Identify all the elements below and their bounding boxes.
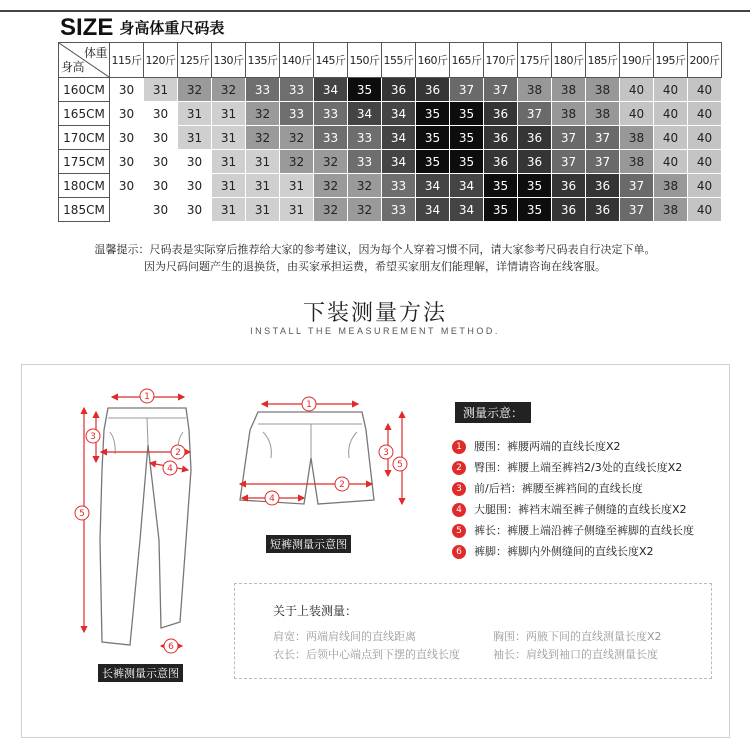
weight-header: 130斤 <box>212 43 246 78</box>
svg-text:1: 1 <box>306 400 312 410</box>
size-cell: 31 <box>246 150 280 174</box>
size-cell: 37 <box>518 102 552 126</box>
size-cell: 40 <box>688 174 722 198</box>
size-cell: 36 <box>552 174 586 198</box>
size-cell: 31 <box>212 150 246 174</box>
legend-number-badge: 6 <box>452 545 466 559</box>
long-pants-caption: 长裤测量示意图 <box>98 664 183 682</box>
size-cell: 40 <box>654 78 688 102</box>
size-cell: 37 <box>450 78 484 102</box>
weight-header: 200斤 <box>688 43 722 78</box>
size-cell: 40 <box>620 78 654 102</box>
size-cell: 36 <box>518 150 552 174</box>
legend-item <box>452 499 694 520</box>
size-cell: 31 <box>212 198 246 222</box>
size-cell: 31 <box>178 102 212 126</box>
size-cell: 37 <box>620 198 654 222</box>
weight-header: 115斤 <box>110 43 144 78</box>
size-cell: 37 <box>484 78 518 102</box>
size-cell: 32 <box>348 198 382 222</box>
shorts-caption: 短裤测量示意图 <box>266 535 351 553</box>
size-cell: 30 <box>144 198 178 222</box>
weight-header: 160斤 <box>416 43 450 78</box>
size-cell: 34 <box>382 102 416 126</box>
size-cell: 35 <box>450 102 484 126</box>
size-cell: 35 <box>450 150 484 174</box>
size-cell: 32 <box>348 174 382 198</box>
size-cell: 30 <box>110 150 144 174</box>
size-cell: 33 <box>314 126 348 150</box>
size-title-sub: 身高体重尺码表 <box>119 19 225 37</box>
size-cell: 36 <box>484 126 518 150</box>
svg-text:2: 2 <box>339 480 345 490</box>
measurement-subtitle: INSTALL THE MEASUREMENT METHOD. <box>250 326 500 336</box>
size-cell: 40 <box>688 150 722 174</box>
measurement-legend <box>452 436 694 562</box>
legend-text: 腰围：裤腰两端的直线长度X2 <box>474 440 621 453</box>
weight-header: 150斤 <box>348 43 382 78</box>
size-cell: 40 <box>620 102 654 126</box>
size-cell: 40 <box>654 102 688 126</box>
legend-text: 裤脚：裤脚内外侧缝间的直线长度X2 <box>474 545 654 558</box>
legend-item <box>452 457 694 478</box>
size-cell: 30 <box>110 102 144 126</box>
svg-text:4: 4 <box>269 494 275 504</box>
size-cell: 37 <box>586 150 620 174</box>
guide-label: 测量示意： <box>455 402 531 423</box>
size-cell: 40 <box>688 198 722 222</box>
size-cell: 31 <box>178 126 212 150</box>
weight-header: 155斤 <box>382 43 416 78</box>
note-line-2: 因为尺码问题产生的退换货，由买家承担运费，希望买家朋友们能理解，详情请咨询在线客服。 <box>144 260 606 273</box>
legend-number-badge: 3 <box>452 482 466 496</box>
height-cell: 175CM <box>59 150 110 174</box>
size-cell: 36 <box>586 198 620 222</box>
size-cell: 38 <box>586 102 620 126</box>
size-cell: 35 <box>416 150 450 174</box>
size-cell: 31 <box>212 102 246 126</box>
size-cell: 32 <box>178 78 212 102</box>
size-cell: 40 <box>688 126 722 150</box>
size-cell: 34 <box>348 102 382 126</box>
size-cell: 31 <box>280 174 314 198</box>
size-cell: 34 <box>416 198 450 222</box>
svg-text:3: 3 <box>90 432 96 442</box>
weight-header: 170斤 <box>484 43 518 78</box>
size-cell: 38 <box>654 198 688 222</box>
size-cell: 30 <box>110 174 144 198</box>
size-cell: 35 <box>518 174 552 198</box>
size-cell: 30 <box>178 150 212 174</box>
svg-text:5: 5 <box>79 509 85 519</box>
size-cell: 40 <box>654 150 688 174</box>
size-cell: 34 <box>450 174 484 198</box>
height-cell: 185CM <box>59 198 110 222</box>
size-cell: 30 <box>178 174 212 198</box>
height-cell: 180CM <box>59 174 110 198</box>
size-cell: 35 <box>450 126 484 150</box>
svg-text:6: 6 <box>168 642 174 652</box>
size-cell: 38 <box>586 78 620 102</box>
weight-header: 145斤 <box>314 43 348 78</box>
size-cell: 31 <box>212 174 246 198</box>
size-cell: 38 <box>620 126 654 150</box>
size-cell: 34 <box>416 174 450 198</box>
weight-header: 125斤 <box>178 43 212 78</box>
size-cell: 35 <box>484 174 518 198</box>
size-cell: 32 <box>280 150 314 174</box>
weight-header: 165斤 <box>450 43 484 78</box>
size-cell: 38 <box>552 78 586 102</box>
size-cell: 37 <box>552 150 586 174</box>
size-cell: 32 <box>314 174 348 198</box>
weight-header: 140斤 <box>280 43 314 78</box>
weight-header: 175斤 <box>518 43 552 78</box>
size-cell: 30 <box>144 150 178 174</box>
size-cell: 36 <box>382 78 416 102</box>
size-cell: 33 <box>280 102 314 126</box>
size-cell: 33 <box>348 126 382 150</box>
size-cell: 31 <box>246 174 280 198</box>
size-cell: 34 <box>382 126 416 150</box>
weight-header: 180斤 <box>552 43 586 78</box>
size-cell: 37 <box>586 126 620 150</box>
note-line-1: 温馨提示：尺码表是实际穿后推荐给大家的参考建议，因为每个人穿着习惯不同，请大家参考尺码表自行决定下单。 <box>94 243 656 256</box>
size-cell: 30 <box>110 78 144 102</box>
upper-sleeve: 袖长：肩线到袖口的直线测量长度 <box>493 648 658 661</box>
size-cell: 33 <box>382 198 416 222</box>
legend-number-badge: 5 <box>452 524 466 538</box>
size-cell: 36 <box>586 174 620 198</box>
size-cell: 32 <box>212 78 246 102</box>
weight-header: 135斤 <box>246 43 280 78</box>
size-cell: 36 <box>518 126 552 150</box>
upper-length: 衣长：后领中心端点到下摆的直线长度 <box>273 648 460 661</box>
size-cell: 36 <box>416 78 450 102</box>
size-cell: 33 <box>280 78 314 102</box>
size-cell: 35 <box>416 126 450 150</box>
size-cell: 31 <box>280 198 314 222</box>
svg-text:5: 5 <box>397 460 403 470</box>
size-cell: 31 <box>246 198 280 222</box>
upper-garment-box <box>234 583 712 679</box>
size-cell: 34 <box>382 150 416 174</box>
size-cell: 33 <box>314 102 348 126</box>
legend-item <box>452 478 694 499</box>
size-cell: 32 <box>314 198 348 222</box>
legend-item <box>452 520 694 541</box>
upper-title: 关于上装测量： <box>273 604 358 618</box>
size-cell: 36 <box>484 150 518 174</box>
height-cell: 170CM <box>59 126 110 150</box>
height-cell: 165CM <box>59 102 110 126</box>
weight-header: 195斤 <box>654 43 688 78</box>
size-cell: 38 <box>518 78 552 102</box>
size-cell: 34 <box>314 78 348 102</box>
size-cell: 38 <box>654 174 688 198</box>
upper-shoulder: 肩宽：两端肩线间的直线距离 <box>273 630 416 643</box>
size-cell: 30 <box>178 198 212 222</box>
size-cell: 33 <box>348 150 382 174</box>
legend-number-badge: 1 <box>452 440 466 454</box>
size-cell: 37 <box>552 126 586 150</box>
legend-text: 大腿围：裤裆末端至裤子侧缝的直线长度X2 <box>474 503 687 516</box>
corner-weight-label: 体重 <box>83 46 107 60</box>
legend-number-badge: 4 <box>452 503 466 517</box>
size-cell: 32 <box>246 126 280 150</box>
size-cell: 30 <box>144 102 178 126</box>
size-cell: 33 <box>382 174 416 198</box>
svg-text:2: 2 <box>175 448 181 458</box>
height-cell: 160CM <box>59 78 110 102</box>
size-cell: 38 <box>552 102 586 126</box>
size-cell: 40 <box>654 126 688 150</box>
upper-chest: 胸围：两腋下间的直线测量长度X2 <box>493 630 662 643</box>
size-cell: 40 <box>688 102 722 126</box>
size-cell: 36 <box>484 102 518 126</box>
size-cell: 40 <box>688 78 722 102</box>
svg-text:1: 1 <box>144 392 150 402</box>
size-cell: 35 <box>348 78 382 102</box>
size-cell: 33 <box>246 78 280 102</box>
legend-item <box>452 436 694 457</box>
size-cell: 32 <box>314 150 348 174</box>
legend-text: 裤长：裤腰上端沿裤子侧缝至裤脚的直线长度 <box>474 524 694 537</box>
size-cell: 38 <box>620 150 654 174</box>
corner-height-label: 身高 <box>61 60 85 74</box>
size-cell: 32 <box>280 126 314 150</box>
svg-text:4: 4 <box>167 464 173 474</box>
size-cell: 36 <box>552 198 586 222</box>
size-cell: 35 <box>518 198 552 222</box>
size-cell: 34 <box>450 198 484 222</box>
weight-header: 120斤 <box>144 43 178 78</box>
size-cell: 32 <box>246 102 280 126</box>
size-cell: 30 <box>110 126 144 150</box>
long-pants-diagram <box>75 389 191 653</box>
weight-header: 185斤 <box>586 43 620 78</box>
size-cell: 31 <box>144 78 178 102</box>
size-title-big: SIZE <box>60 14 114 41</box>
size-cell: 31 <box>212 126 246 150</box>
legend-text: 前/后裆：裤腰至裤裆间的直线长度 <box>474 482 643 495</box>
shorts-diagram <box>240 397 407 505</box>
size-cell: 37 <box>620 174 654 198</box>
size-cell: 35 <box>416 102 450 126</box>
weight-header: 190斤 <box>620 43 654 78</box>
legend-item <box>452 541 694 562</box>
size-cell: 35 <box>484 198 518 222</box>
svg-text:3: 3 <box>383 448 389 458</box>
legend-number-badge: 2 <box>452 461 466 475</box>
measurement-title: 下装测量方法 <box>302 301 447 326</box>
legend-text: 臀围：裤腰上端至裤裆2/3处的直线长度X2 <box>474 461 683 474</box>
size-cell: 30 <box>144 174 178 198</box>
size-cell: 30 <box>144 126 178 150</box>
